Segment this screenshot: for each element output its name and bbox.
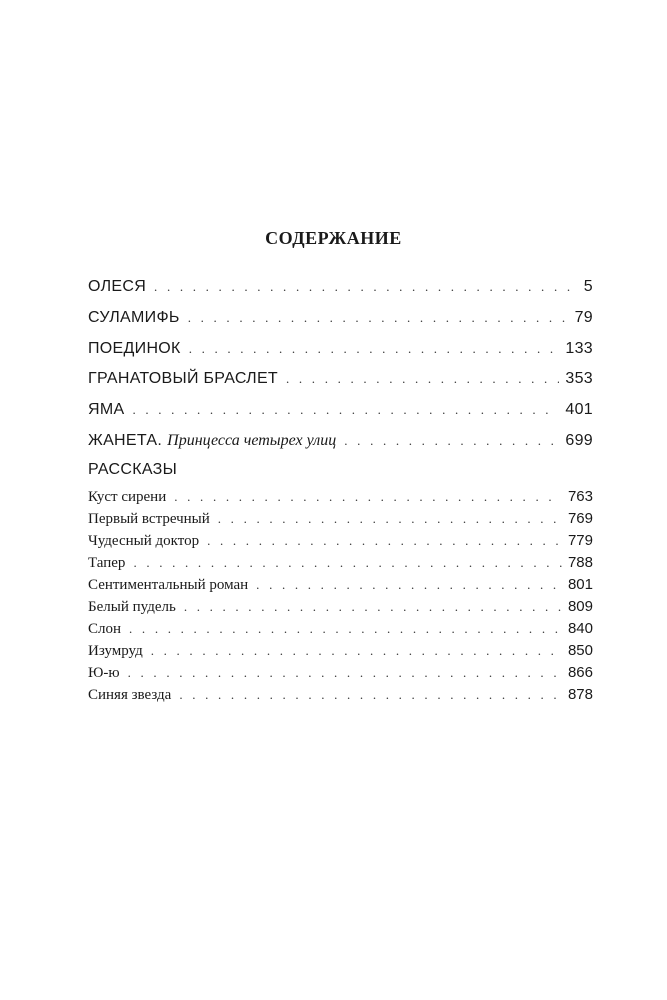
story-entry [88, 686, 593, 708]
story-entry [88, 620, 593, 642]
dot-leader [151, 643, 562, 659]
story-title: Синяя звезда [88, 687, 172, 703]
dot-leader [179, 687, 562, 703]
dot-leader [133, 555, 562, 571]
story-page-number: 788 [567, 554, 593, 571]
story-entry [88, 532, 593, 554]
dot-leader [286, 371, 559, 387]
entry-title: ОЛЕСЯ [88, 278, 147, 295]
toc-entry [88, 309, 593, 340]
story-title: Куст сирени [88, 489, 167, 505]
toc-entry [88, 278, 593, 309]
dot-leader [256, 577, 562, 593]
toc-stories-list [88, 488, 593, 708]
story-page-number: 840 [567, 620, 593, 637]
story-entry [88, 488, 593, 510]
story-title: Изумруд [88, 643, 143, 659]
toc-entry [88, 432, 593, 463]
story-page-number: 779 [567, 532, 593, 549]
entry-page-number: 133 [565, 339, 593, 357]
toc-entry [88, 340, 593, 371]
entry-page-number: 401 [565, 401, 593, 419]
story-title: Белый пудель [88, 599, 176, 615]
dot-leader [129, 621, 562, 637]
toc-entry [88, 401, 593, 432]
story-entry [88, 664, 593, 686]
story-page-number: 809 [567, 598, 593, 615]
entry-title: ЖАНЕТА. [88, 431, 163, 449]
story-entry [88, 554, 593, 576]
dot-leader [128, 665, 562, 681]
story-title: Первый встречный [88, 511, 210, 527]
entry-title: ПОЕДИНОК [88, 339, 181, 357]
story-entry [88, 576, 593, 598]
story-entry [88, 598, 593, 620]
dot-leader [189, 341, 560, 357]
entry-page-number: 79 [574, 308, 593, 326]
story-entry [88, 642, 593, 664]
entry-title: СУЛАМИФЬ [88, 308, 180, 326]
story-page-number: 850 [567, 642, 593, 659]
dot-leader [188, 310, 569, 326]
entry-page-number: 5 [583, 278, 593, 295]
page-title: СОДЕРЖАНИЕ [265, 228, 402, 248]
dot-leader [218, 511, 562, 527]
dot-leader [174, 489, 562, 505]
story-page-number: 866 [567, 664, 593, 681]
story-page-number: 769 [567, 510, 593, 527]
entry-page-number: 353 [565, 370, 593, 388]
dot-leader [154, 279, 578, 295]
story-title: Чудесный доктор [88, 533, 200, 549]
toc-entry [88, 370, 593, 401]
story-title: Тапер [88, 555, 126, 571]
story-page-number: 878 [567, 686, 593, 703]
story-page-number: 801 [567, 576, 593, 593]
entry-title: ЯМА [88, 401, 125, 419]
stories-section-heading: РАССКАЗЫ [88, 461, 178, 478]
story-entry [88, 510, 593, 532]
dot-leader [184, 599, 562, 615]
entry-page-number: 699 [565, 431, 593, 449]
toc-main-list [88, 278, 593, 463]
story-page-number: 763 [567, 488, 593, 505]
dot-leader [207, 533, 562, 549]
story-title: Сентиментальный роман [88, 577, 249, 593]
story-title: Слон [88, 621, 122, 637]
story-title: Ю-ю [88, 665, 120, 681]
dot-leader [132, 402, 559, 418]
entry-title: ГРАНАТОВЫЙ БРАСЛЕТ [88, 370, 278, 388]
dot-leader [344, 433, 559, 449]
entry-subtitle: Принцесса четырех улиц [167, 431, 337, 449]
